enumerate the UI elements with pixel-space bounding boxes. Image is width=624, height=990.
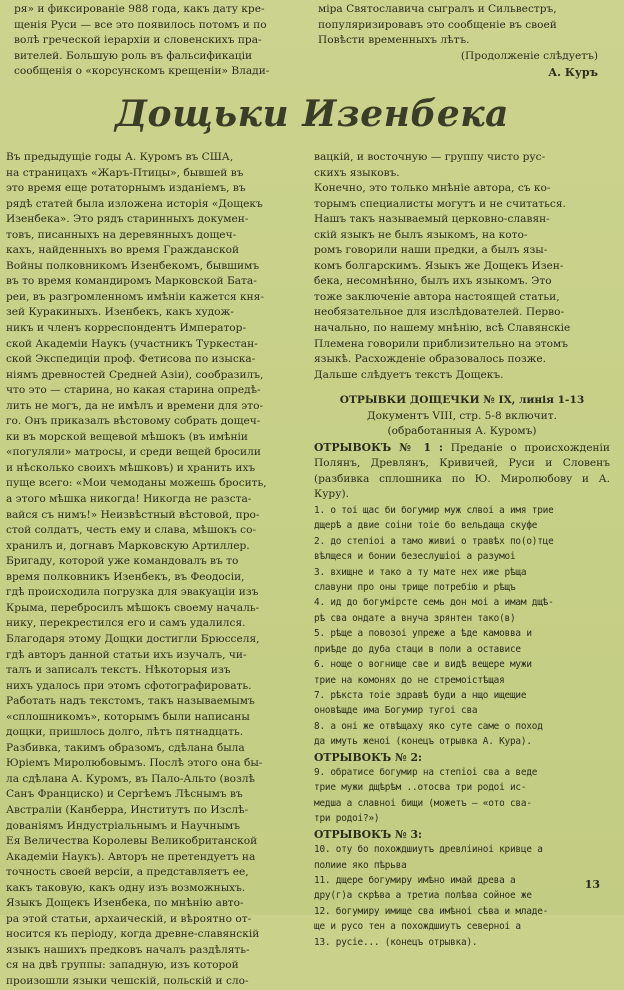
article-right-column <box>314 150 610 950</box>
fragment-3 <box>314 827 610 950</box>
fragment-1-lines <box>314 503 610 750</box>
fragment-line: 1. о тоі щас би богумир муж слвоі а имя трие <box>314 505 554 517</box>
previous-article-left-column: ря» и фиксированіе 988 года, какъ дату кре- щенія Руси — все это появилось потомъ и по волѣ греческой іерархіи и словенскихъ пра- вителей. Большую роль въ фальсификаціи сообщенія о «корсунскомъ крещеніи» Влади- <box>14 3 270 78</box>
fragment-1-intro: Преданіе о происхожденіи Полянъ, Древлянъ, Кривичей, Руси и Словенъ (разбивка сплошника по Ю. Миролюбову и А. Куру). <box>314 441 610 501</box>
fragment-2 <box>314 750 610 827</box>
article-left-column: Въ предыдущіе годы А. Куромъ въ США, на страницахъ «Жаръ-Птицы», бывшей въ это время еще ротаторнымъ изданіемъ, въ рядѣ статей была изложена исторія «Дощекъ Изенбека». Это рядъ старинныхъ докумен- товъ, писанныхъ на деревянныхъ дощеч- кахъ, найденныхъ во время Гражданской Войны полковникомъ Изенбекомъ, бывшимъ въ то время командиромъ Марковской Бата- реи, въ разгромленномъ имѣніи кажется кня- зей Куракиныхъ. Изенбекъ, какъ худож- никъ и членъ корреспондентъ Император- ской Академіи Наукъ (участникъ Туркестан- ской Экспедиціи проф. Фетисова по изыска- ніямъ древностей Средней Азіи), сообразилъ, что это — старина, но какая старина опредѣ- лить не могъ, да не имѣлъ и времени для это- го. Онъ приказалъ вѣстовому собрать дощеч- ки въ морской вещевой мѣшокъ (въ имѣніи «погуляли» матросы, и среди вещей бросили и нѣсколько своихъ мѣшковъ) и хранить ихъ пуще всего: «Мои чемоданы можешь бросить, а этого мѣшка никогда! Никогда не разста- вайся съ нимъ!» Неизвѣстный вѣстовой, про- стой солдатъ, честь ему и слава, мѣшокъ со- хранилъ и, догнавъ Марковскую Артиллер. Бригаду, которой уже командовалъ въ то время полковникъ Изенбекъ, въ Феодосіи, гдѣ происходила погрузка для эвакуаціи изъ Крыма, перебросилъ мѣшокъ своему началь- нику, перекрестился его и самъ удалился. Благодаря этому Дощки достигли Брюсселя, гдѣ авторъ данной статьи ихъ изучалъ, чи- талъ и записалъ текстъ. Нѣкоторыя изъ нихъ удалось при этомъ сфотографировать. Работать надъ текстомъ, такъ называемымъ «сплошникомъ», которымъ были написаны дощки, пришлось долго, лѣтъ пятнадцать. Разбивка, такимъ образомъ, сдѣлана была Юріемъ Миролюбовымъ. Послѣ этого она бы- ла сдѣлана А. Куромъ, въ Пало-Альто (возлѣ Санъ Франциско) и Сергѣемъ Лѣснымъ въ Австраліи (Канберра, Институтъ по Изслѣ- дованіямъ Индустріальнымъ и Научнымъ Ея Величества Королевы Великобританской Академіи Наукъ). Авторъ не претендуетъ на точность своей версіи, а представляетъ ее, какъ таковую, какъ одну изъ возможныхъ. Языкъ Дощекъ Изенбека, по мнѣнію авто- ра этой статьи, архаическій, и вѣроятно от- носится къ періоду, когда древне-славянскій языкъ нашихъ предковъ началъ раздѣлять- ся на двѣ группы: западную, изъ которой произошли языки чешскій, польскій и сло- <box>6 151 267 987</box>
fragment-1-title: ОТРЫВОКЪ № 1 : <box>314 440 444 454</box>
fragment-line: 11. дщере богумиру имѣно имай древа а <box>314 875 516 887</box>
fragment-line: полиие яко пѣрьва <box>314 859 407 871</box>
fragment-line: 6. ноще о вогнище све и видѣ вещере мужи <box>314 659 532 671</box>
document-reference: Документъ VIII, стр. 5-8 включит. <box>367 409 557 422</box>
fragment-line: да имуть женоі (конецъ отрывка А. Кура). <box>314 736 532 748</box>
article-title: Дощьки Изенбека <box>115 93 509 135</box>
fragment-line: вѣлщеся и бонии безеслушіоі а разумоі <box>314 551 516 563</box>
fragment-line: медша а славноі бищи (можетъ — «ото сва- <box>314 797 532 809</box>
fragment-line: три родоі?») <box>314 813 380 825</box>
author-signature: А. Куръ <box>548 66 598 79</box>
fragment-line: оновѣщде има Богумир тугоі сва <box>314 705 478 717</box>
fragment-line: дщерѣ а двие соіни тоіе бо вельдаща скуфе <box>314 520 538 532</box>
fragment-line: 7. рѣкста тоіе здравѣ буди а нщо ищещие <box>314 689 527 701</box>
fragment-line: трие на комонях до не стремоістѣщая <box>314 674 505 686</box>
fragment-line: 10. оту бо похождшиутъ древліиноі кривце а <box>314 844 543 856</box>
right-column-intro: вацкій, и восточную — группу чисто рус- скихъ языковъ. Конечно, это только мнѣніе автора, съ ко- торымъ специалисты могутъ и не считаться. Нашъ такъ называемый церковно-славян- скій языкъ не былъ языкомъ, на кото- ромъ говорили наши предки, а былъ язы- комъ болгарскимъ. Языкъ же Дощекъ Изен- бека, несомнѣнно, былъ ихъ языкомъ. Это тоже заключеніе автора настоящей статьи, необязательное для изслѣдователей. Перво- начально, по нашему мнѣнію, всѣ Славянскіе Племена говорили приблизительно на этомъ языкѣ. Расхожденіе образовалось позже. Дальше слѣдуетъ текстъ Дощекъ. <box>314 151 571 381</box>
fragment-line: 9. обратисе богумир на степіоі сва а веде <box>314 767 538 779</box>
continued-article-end <box>0 2 624 90</box>
fragment-2-title: ОТРЫВОКЪ № 2: <box>314 750 422 764</box>
fragment-3-title: ОТРЫВОКЪ № 3: <box>314 827 422 841</box>
fragment-1 <box>314 440 610 750</box>
fragment-line: 4. ид до богумірсте семь дон моі а имам дщѣ- <box>314 597 554 609</box>
fragments-header: ОТРЫВКИ ДОЩЕЧКИ № IX, линія 1-13 <box>339 394 585 407</box>
fragment-line: 3. вхищне и тако а ту мате нех иже рѣща <box>314 566 527 578</box>
fragment-line: 2. до степіоі а тамо живиі о травѣх по(о)тце <box>314 535 554 547</box>
fragment-line: ще и русо тен а похождшиутъ северноі а <box>314 921 521 933</box>
fragment-line: славуни про оны трище потребію и рѣщъ <box>314 582 516 594</box>
processing-note: (обработанныя А. Куромъ) <box>387 425 537 438</box>
fragment-line: 8. а оні же отвѣщаху яко суте саме о поход <box>314 720 543 732</box>
page-number: 13 <box>584 878 600 891</box>
fragment-line: рѣ сва ондате а внуча зрянтен тако(в) <box>314 612 516 624</box>
fragment-line: 5. рѣще а повозоі упреже а ѣде камовва и <box>314 628 532 640</box>
fragment-line: 13. русіе... (конецъ отрывка). <box>314 936 478 948</box>
fragment-line: приѣде до дуба стаци в поли а остависе <box>314 643 521 655</box>
continued-note: (Продолженіе слѣдуетъ) <box>460 50 598 62</box>
fragment-line: трие мужи дщѣрѣм ..отосва три родоі ис- <box>314 782 527 794</box>
fragment-line: 12. богумиру имище сва имѣноі сѣва и младе- <box>314 905 549 917</box>
fragment-line: дру(г)а скрѣва а третиа полѣва сойное же <box>314 890 532 902</box>
previous-article-right-column: міра Святославича сыгралъ и Сильвестръ, популяризировавъ это сообщеніе въ своей Повѣсти временныхъ лѣтъ. <box>318 3 557 47</box>
